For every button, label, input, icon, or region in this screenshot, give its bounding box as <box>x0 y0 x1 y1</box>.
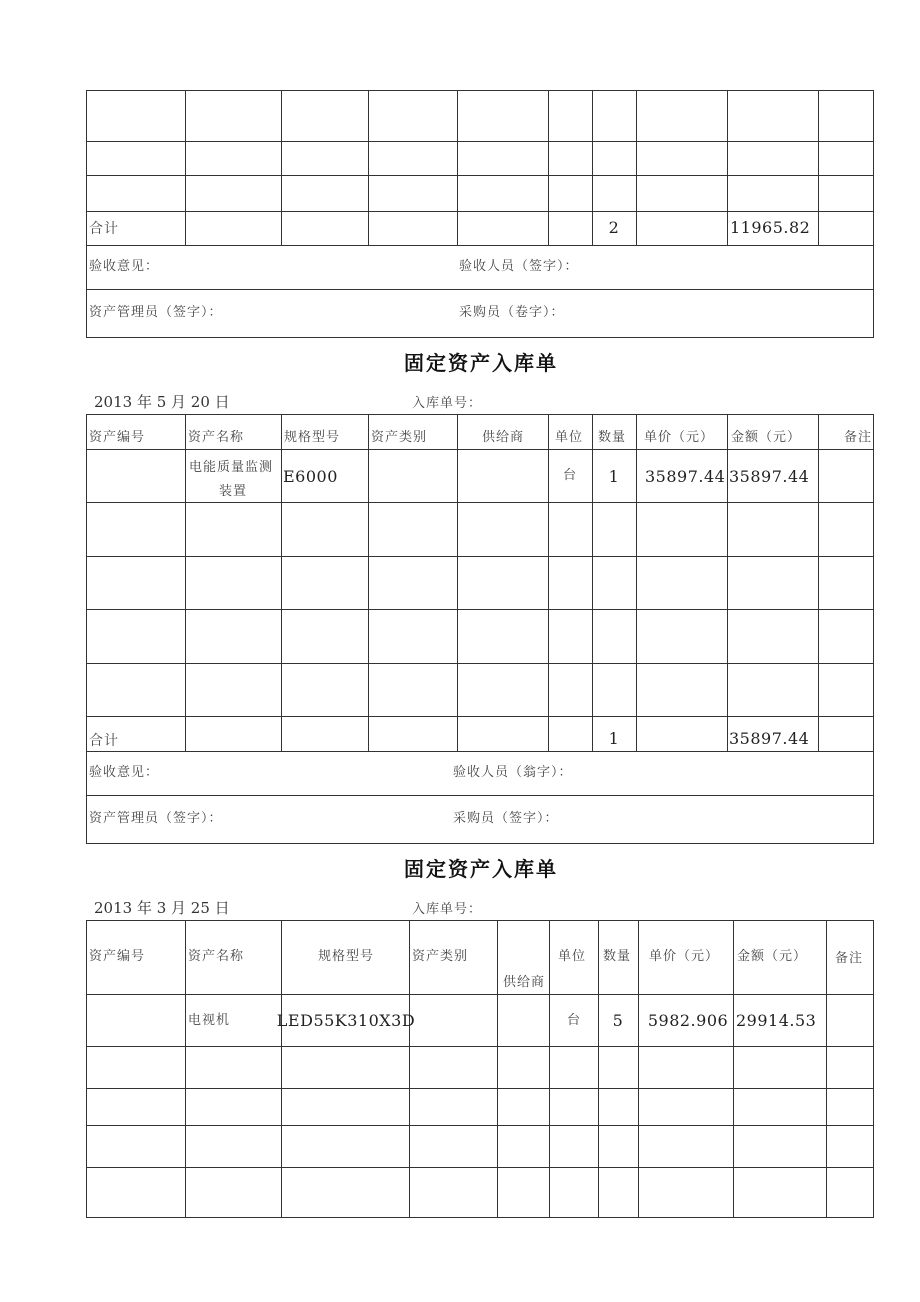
header-asset-name: 资产名称 <box>188 430 245 445</box>
purchaser-signature-label: 采购员（签字）： <box>453 811 559 826</box>
header-amount: 金额（元） <box>731 430 802 445</box>
asset-manager-signature-label: 资产管理员（签字）： <box>89 305 223 320</box>
amount-value: 29914.53 <box>736 1011 817 1030</box>
total-quantity: 2 <box>608 218 620 237</box>
quantity-value: 1 <box>608 467 620 486</box>
header-unit-price: 单价（元） <box>644 430 715 445</box>
acceptance-opinion-label: 验收意见： <box>89 259 160 274</box>
total-quantity: 1 <box>608 729 620 748</box>
unit-value: 台 <box>562 468 578 483</box>
receipt-number-label: 入库单号： <box>412 396 483 411</box>
model-value: E6000 <box>283 467 338 486</box>
header-asset-id: 资产编号 <box>89 949 146 964</box>
header-quantity: 数量 <box>603 949 632 964</box>
header-model: 规格型号 <box>317 949 375 964</box>
quantity-value: 5 <box>612 1011 624 1030</box>
header-amount: 金额（元） <box>737 949 808 964</box>
total-label: 合计 <box>89 221 119 237</box>
header-unit: 单位 <box>558 949 587 964</box>
form-date: 2013 年 3 月 25 日 <box>94 899 230 917</box>
purchaser-signature-label: 采购员（卷字）： <box>459 305 565 320</box>
acceptance-opinion-label: 验收意见： <box>89 765 160 780</box>
form-date: 2013 年 5 月 20 日 <box>94 393 230 411</box>
acceptor-signature-label: 验收人员（翁字）： <box>453 765 573 780</box>
header-supplier: 供给商 <box>481 430 525 445</box>
header-asset-name: 资产名称 <box>188 949 245 964</box>
header-remarks: 备注 <box>835 951 864 966</box>
header-quantity: 数量 <box>598 430 627 445</box>
unit-price-value: 5982.906 <box>647 1011 729 1030</box>
asset-manager-signature-label: 资产管理员（签字）： <box>89 811 223 826</box>
model-value: LED55K310X3D <box>276 1011 416 1030</box>
asset-name-line2: 装置 <box>219 484 248 499</box>
total-label: 合计 <box>89 733 119 749</box>
asset-name-value: 电视机 <box>188 1013 231 1028</box>
form-title: 固定资产入库单 <box>404 351 558 375</box>
unit-price-value: 35897.44 <box>645 467 726 486</box>
header-asset-category: 资产类别 <box>412 949 469 964</box>
total-amount: 35897.44 <box>729 729 810 748</box>
amount-value: 35897.44 <box>729 467 810 486</box>
header-unit: 单位 <box>555 430 584 445</box>
asset-name-line1: 电能质量监测 <box>189 460 274 475</box>
acceptor-signature-label: 验收人员（签字）： <box>459 259 579 274</box>
receipt-number-label: 入库单号： <box>412 902 483 917</box>
header-model: 规格型号 <box>284 430 341 445</box>
total-amount: 11965.82 <box>730 218 811 237</box>
unit-value: 台 <box>566 1013 582 1028</box>
header-supplier: 供给商 <box>502 975 546 990</box>
form-title: 固定资产入库单 <box>404 857 558 881</box>
header-asset-id: 资产编号 <box>89 430 146 445</box>
header-remarks: 备注 <box>844 430 873 445</box>
header-asset-category: 资产类别 <box>371 430 428 445</box>
header-unit-price: 单价（元） <box>649 949 720 964</box>
